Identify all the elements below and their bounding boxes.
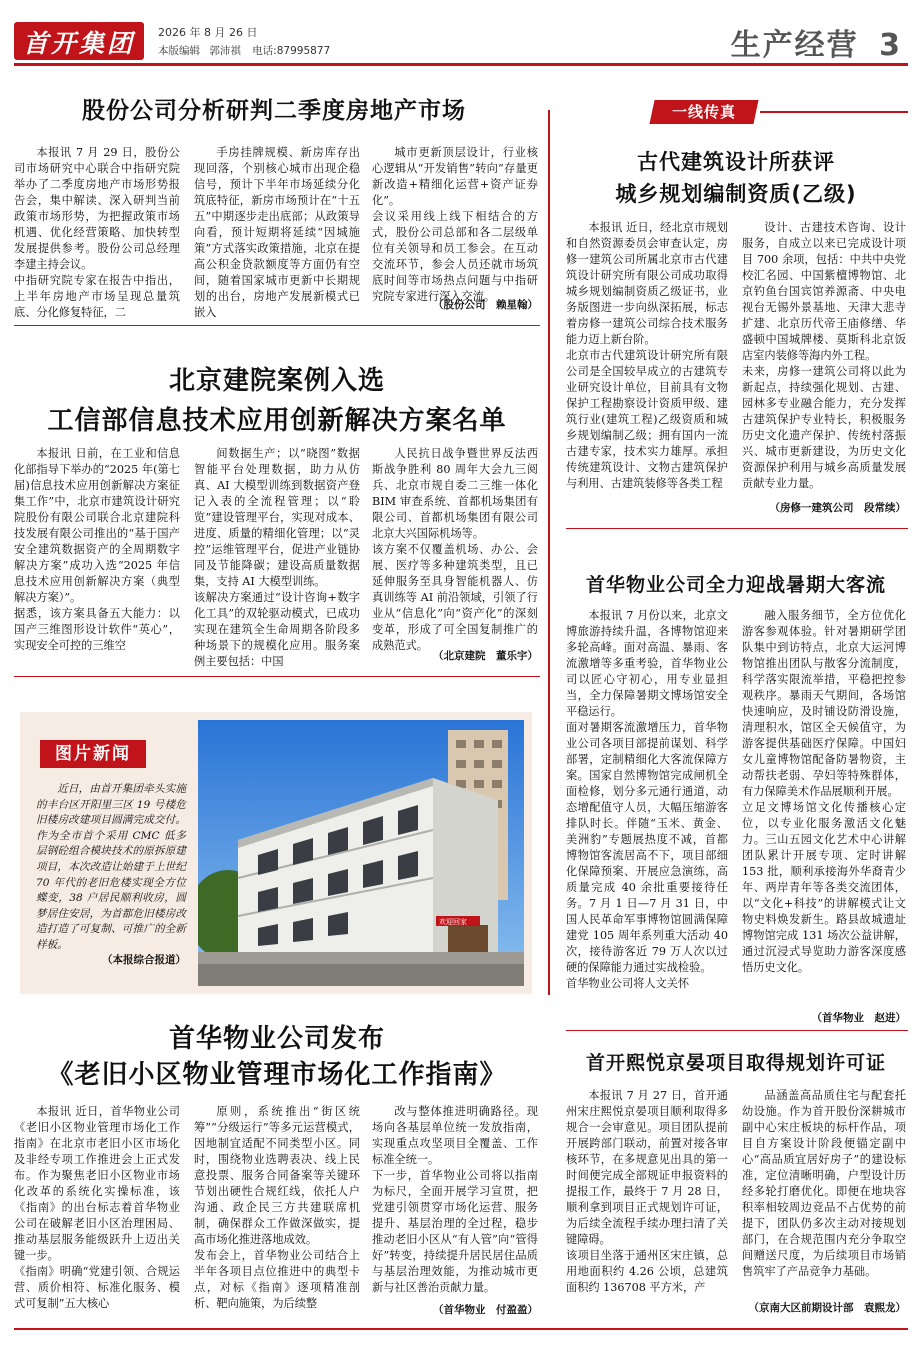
frontline-tag	[649, 100, 758, 124]
article-title-bjad-line1: 北京建院案例入选	[168, 366, 385, 396]
editor-name: 郭沛祺	[209, 45, 241, 57]
masthead	[0, 0, 922, 66]
article-market-col-3: 城市更新顶层设计，行业核心逻辑从“开发销售”转向“存量更新改造+精细化运营+资产证券化”。 会议采用线上线下相结合的方式，股份公司总部和各二层级单位有关领导和员工参会。在互动交流环节，参会人员还就市场筑底时间等市场热点问题与中指研究院专家进行深入交流。	[372, 146, 538, 303]
article-qualification-col-2: 设计、古建技术咨询、设计服务，自成立以来已完成设计项目 700 余项，包括：中共中央党校汇名园、中国紫檀博物馆、北京钓鱼台国宾馆养源斋、中央电视台无锡外景基地、天津大悲寺扩建、北京历代帝王庙修缮、华盛顿中国城牌楼、莫斯科北京饭店室内装修等海内外工程。 未来，房修一建筑公司将以此为新起点，持续强化规划、古建、园林多专业融合能力，充分发挥古建筑保护专业特长，积极服务历史文化遗产保护、传统村落振兴、城市更新建设，为历史文化资源保护利用与城乡高质量发展贡献专业力量。	[742, 221, 906, 490]
article-title-summer: 首华物业公司全力迎战暑期大客流	[585, 574, 886, 596]
article-title-market: 股份公司分析研判二季度房地产市场	[82, 98, 466, 124]
divider	[760, 111, 908, 113]
article-summer-col-1: 本报讯 7 月份以来，北京文博旅游持续升温，各博物馆迎来多轮高峰。面对高温、暴雨、客流激增等多重考验，首华物业公司以匠心守初心，用专业显担当，全力保障暑期文博场馆安全平稳运行。 面对暑期客流激增压力，首华物业公司各项目部提前谋划、科学部署，定制精细化大客流保障方案。国家自然博物馆完成闸机全面检修，划分多元通行通道，动态增配值守人员，大幅压缩游客排队时长。伴随“玉米、黄金、美洲豹”专题展热度不减，首都博物馆客流居高不下，项目部细化保障预案、开展应急演练，高质量完成 40 余批重要接待任务。7 月 1 日—7 月 31 日，中国人民革命军事博物馆圆满保障建党 105 周年系列重大活动 40 次，接待游客近 79 万人次以过硬的保障能力通过实战检验。 首华物业公司将人文关怀	[566, 609, 728, 990]
article-market-col-2: 手房挂牌规模、新房库存出现回落，个别核心城市出现企稳信号，预计下半年市场延续分化筑底特征，新房市场预计在“十五五”中期逐步走出底部；从政策导向看，预计短期将延续“因城施策”方式落实政策措施，北京在提高公积金贷款额度等方面仍有空间，随着国家城市更新中长期规划的出台，房地产发展新模式已嵌入	[194, 146, 360, 319]
page-number: 3	[879, 28, 902, 63]
article-title-qualification-line2: 城乡规划编制资质(乙级)	[615, 182, 857, 206]
divider	[14, 676, 540, 677]
article-bjad-col-3: 人民抗日战争暨世界反法西斯战争胜利 80 周年大会九三阅兵、北京市规自委二三维一体化 BIM 审查系统、首都机场集团有限公司、首都机场集团有限公司北京大兴国际机场等。 该方案不仅覆盖机场、办公、会展、医疗等多种建筑类型，且已延伸服务至具身智能机器人、仿真训练等 AI 前沿领域，引领了行业从“信息化”向“资产化”的深刻变革，形成了可全国复制推广的成熟范式。	[372, 447, 538, 652]
issue-date: 2026 年 8 月 26 日	[158, 26, 258, 39]
article-bjad-col-2: 间数据生产；以“晓图”数据智能平台处理数据，助力从仿真、AI 大模型训练到数据资产登记入表的全流程管理；以“聆览”建设管理平台，实现对成本、进度、质量的精细化管理；以“灵控”运维管理平台，促进产业链协同及节能降碳；建设高质量数据集，支持 AI 大模型训练。 该解决方案通过“设计咨询+数字化工具”的双轮驱动模式，已成功实现在建筑全生命周期各阶段多种场景下的规模化应用。服务案例主要包括：中国	[194, 447, 360, 668]
section-name: 生产经营	[730, 28, 859, 63]
article-guide-col-1: 本报讯 近日，首华物业公司《老旧小区物业管理市场化工作指南》在北京市老旧小区市场化及非经专项工作推进会上正式发布。作为聚焦老旧小区物业市场化改革的系统化实操标准，该《指南》的出台标志着首华物业公司在破解老旧小区治理困局、推动基层服务能级跃升上迈出关键一步。 《指南》明确“党建引领、合规运营、质价相符、标准化服务、模式可复制”五大核心	[14, 1105, 180, 1310]
phone-number: 87995877	[276, 45, 331, 57]
divider	[566, 1030, 908, 1031]
byline-summer: （首华物业 赵进）	[811, 1012, 906, 1024]
frontline-tag-text: 一线传真	[671, 103, 736, 121]
byline-permit: （京南大区前期设计部 袁熙龙）	[748, 1302, 906, 1314]
photo-news-tag-text: 图片新闻	[55, 744, 131, 764]
article-title-guide-line1: 首华物业公司发布	[168, 1024, 385, 1054]
article-title-guide-line2: 《老旧小区物业管理市场化工作指南》	[47, 1060, 507, 1090]
article-market-col-1: 本报讯 7 月 29 日，股份公司市场研究中心联合中指研究院举办了二季度房地产市场形势报告会，集中解读、深入研判当前政策市场形势，为把握政策市场机遇、优化经营策略、加快转型发展提供参考。股份公司总经理李建主持会议。 中指研究院专家在报告中指出，上半年房地产市场呈现总量筑底、分化修复特征，二	[14, 146, 180, 319]
article-title-bjad-line2: 工信部信息技术应用创新解决方案名单	[47, 406, 507, 436]
logo-text: 首开集团	[22, 29, 135, 58]
byline-qualification: （房修一建筑公司 段常续）	[769, 502, 906, 514]
logo	[14, 22, 144, 60]
divider	[566, 528, 908, 529]
photo-news-byline: （本报综合报道）	[102, 954, 186, 966]
article-permit-col-1: 本报讯 7 月 27 日，首开通州宋庄熙悦京晏项目顺利取得多规合一会审意见。项目团队提前开展跨部门联动，前置对接各审核环节，在多规意见出具的第一时间便完成全部规证申报资料的提报工作，最终于 7 月 28 日，顺利拿到项目正式规划许可证，为后续全流程手续办理扫清了关键障碍。 该项目坐落于通州区宋庄镇，总用地面积约 4.26 公顷，总建筑面积约 136708 平方米，产	[566, 1089, 728, 1294]
article-summer-col-2: 融入服务细节，全方位优化游客参观体验。针对暑期研学团队集中到访特点，北京大运河博物馆推出团队与散客分流制度，科学落实限流举措，平稳把控参观秩序。暴雨天气期间，各场馆快速响应，及时铺设防滑设施，清理积水，馆区全天候值守，为游客提供基础医疗保障。中国妇女儿童博物馆配备防暑物资，主动帮扶老弱、孕妇等特殊群体，有力保障美术作品展顺利开展。 立足文博场馆文化传播核心定位，以专业化服务激活文化魅力。三山五园文化艺术中心讲解团队累计开展专项、定时讲解 153 批，顺利承接海外华裔青少年、两岸青年等各类交流团体，以“文化+科技”的讲解模式让文物史料焕发新生。路县故城遗址博物馆完成 131 场次公益讲解，通过沉浸式导览助力游客深度感悟历史文化。	[742, 609, 906, 974]
article-guide-col-2: 原则，系统推出“街区统筹”“分级运行”等多元运营模式，因地制宜适配不同类型小区。同时，围绕物业选聘表决、线上民意投票、服务合同备案等关键环节划出硬性合规红线，依托人户沟通、政企民三方共建联席机制，确保群众工作做深做实，提高市场化推进落地成效。 发布会上，首华物业公司结合上半年各项目点位推进中的典型卡点，对标《指南》逐项精准剖析、靶向施策，为后续整	[194, 1105, 360, 1310]
byline-guide: （首华物业 付盈盈）	[433, 1304, 538, 1316]
building-banner-text: 欢迎回家	[439, 918, 467, 926]
article-title-permit: 首开熙悦京晏项目取得规划许可证	[585, 1052, 886, 1074]
article-guide-col-3: 改与整体推进明确路径。现场向各基层单位统一发放指南，实现重点攻坚项目全覆盖、工作标准全统一。 下一步，首华物业公司将以指南为标尺，全面开展学习宣贯，把党建引领贯穿市场化运营、服务提升、基层治理的全过程，稳步推动老旧小区从“有人管”向“管得好”转变，持续提升居民居住品质与基层治理效能，为推动城市更新与社区善治贡献力量。	[372, 1105, 538, 1294]
article-bjad-col-1: 本报讯 日前，在工业和信息化部指导下举办的“2025 年(第七届)信息技术应用创新解决方案征集工作”中，北京市建筑设计研究院股份有限公司联合北京建院科技发展有限公司推出的“基于国产安全建筑数据资产的全周期数字解决方案”成功入选“2025 年信息技术应用创新解决方案（典型解决方案）”。 据悉，该方案具备五大能力：以国产三维图形设计软件“英心”，实现安全可控的三维空	[14, 447, 180, 652]
vertical-divider	[548, 110, 550, 995]
masthead-rule	[14, 63, 908, 66]
photo-news-tag	[40, 740, 146, 768]
byline-market: （股份公司 赖星翰）	[433, 299, 538, 311]
photo-news-panel	[20, 712, 532, 994]
divider	[14, 325, 540, 326]
article-qualification-col-1: 本报讯 近日，经北京市规划和自然资源委员会审查认定，房修一建筑公司所属北京市古代建筑设计研究所有限公司成功取得城乡规划编制资质乙级证书，业务版图进一步向纵深拓展，标志着房修一建筑公司综合技术服务能力迈上新台阶。 北京市古代建筑设计研究所有限公司是全国较早成立的古建筑专业研究设计单位，目前具有文物保护工程勘察设计资质甲级、建筑行业(建筑工程)乙级资质和城乡规划编制乙级；拥有国内一流古建专家，技术实力雄厚。承担传统建筑设计、文物古建筑保护与利用、古建筑装修等各类工程	[566, 221, 728, 490]
bottom-rule	[14, 1328, 908, 1330]
phone-label: 电话:	[252, 45, 277, 57]
section-title	[731, 20, 902, 64]
byline-bjad: （北京建院 董乐宇）	[433, 650, 538, 662]
editor-line	[158, 43, 330, 58]
editor-label: 本版编辑	[158, 45, 200, 57]
building-photo	[198, 720, 524, 986]
article-title-qualification-line1: 古代建筑设计所获评	[637, 150, 835, 174]
building-photo-svg	[198, 720, 524, 986]
photo-news-text: 近日，由首开集团牵头实施的丰台区开阳里三区 19 号楼危旧楼房改建项目圆满完成交付。作为全市首个采用 CMC 低多层钢砼组合模块技术的原拆原建项目，本次改造让始建于上世纪 70 年代的老旧危楼实现全方位蝶变，38 户居民顺利收房，圆梦居住安居，为首都危旧楼房改造打造了可复制、可推广的全新样板。	[36, 783, 186, 951]
article-permit-col-2: 品涵盖高品质住宅与配套托幼设施。作为首开股份深耕城市副中心宋庄板块的标杆作品，项目自方案设计阶段便锚定副中心“高品质宜居好房子”的建设标准，定位清晰明确，户型设计历经多轮打磨优化。即便在地块容积率相较周边竞品不占优势的前提下，团队仍多次主动对接规划部门，在合规范围内充分争取空间赠送尺度，为后续项目市场销售筑牢了产品竞争力基础。	[742, 1089, 906, 1278]
